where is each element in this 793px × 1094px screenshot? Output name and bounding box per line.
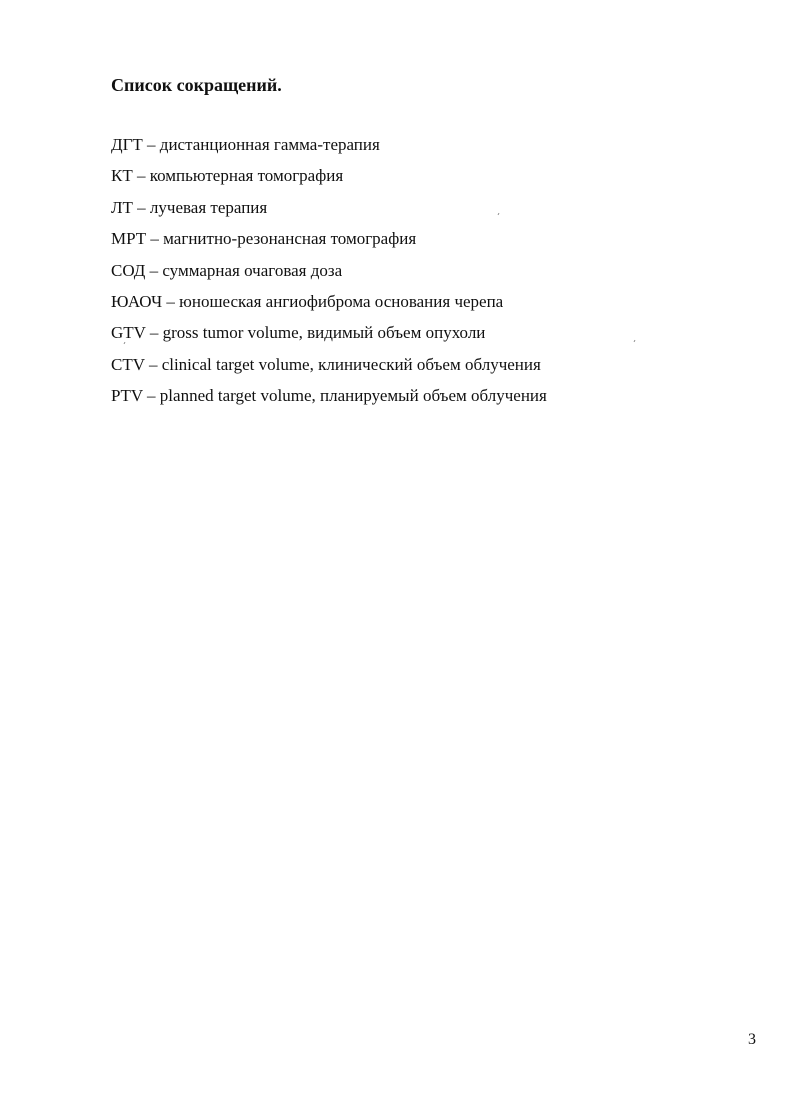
abbreviation-item: КТ – компьютерная томография	[111, 166, 344, 186]
abbreviation-item: СОД – суммарная очаговая доза	[111, 260, 343, 280]
abbreviation-item: ЛТ – лучевая терапия	[111, 197, 268, 217]
abbreviation-item: GTV – gross tumor volume, видимый объем опухоли	[111, 323, 486, 343]
abbreviation-item: МРТ – магнитно-резонансная томография	[111, 229, 417, 249]
page-number: 3	[748, 1031, 756, 1048]
abbreviation-list	[111, 134, 547, 417]
abbreviation-item: ЮАОЧ – юношеская ангиофиброма основания черепа	[111, 291, 504, 311]
scan-speck	[634, 340, 636, 342]
page-title: Список сокращений.	[111, 75, 282, 95]
abbreviation-item: CTV – clinical target volume, клинический объем облучения	[111, 354, 541, 374]
abbreviation-item: ДГТ – дистанционная гамма-терапия	[111, 135, 380, 154]
abbreviation-item: PTV – planned target volume, планируемый объем облучения	[111, 386, 547, 406]
